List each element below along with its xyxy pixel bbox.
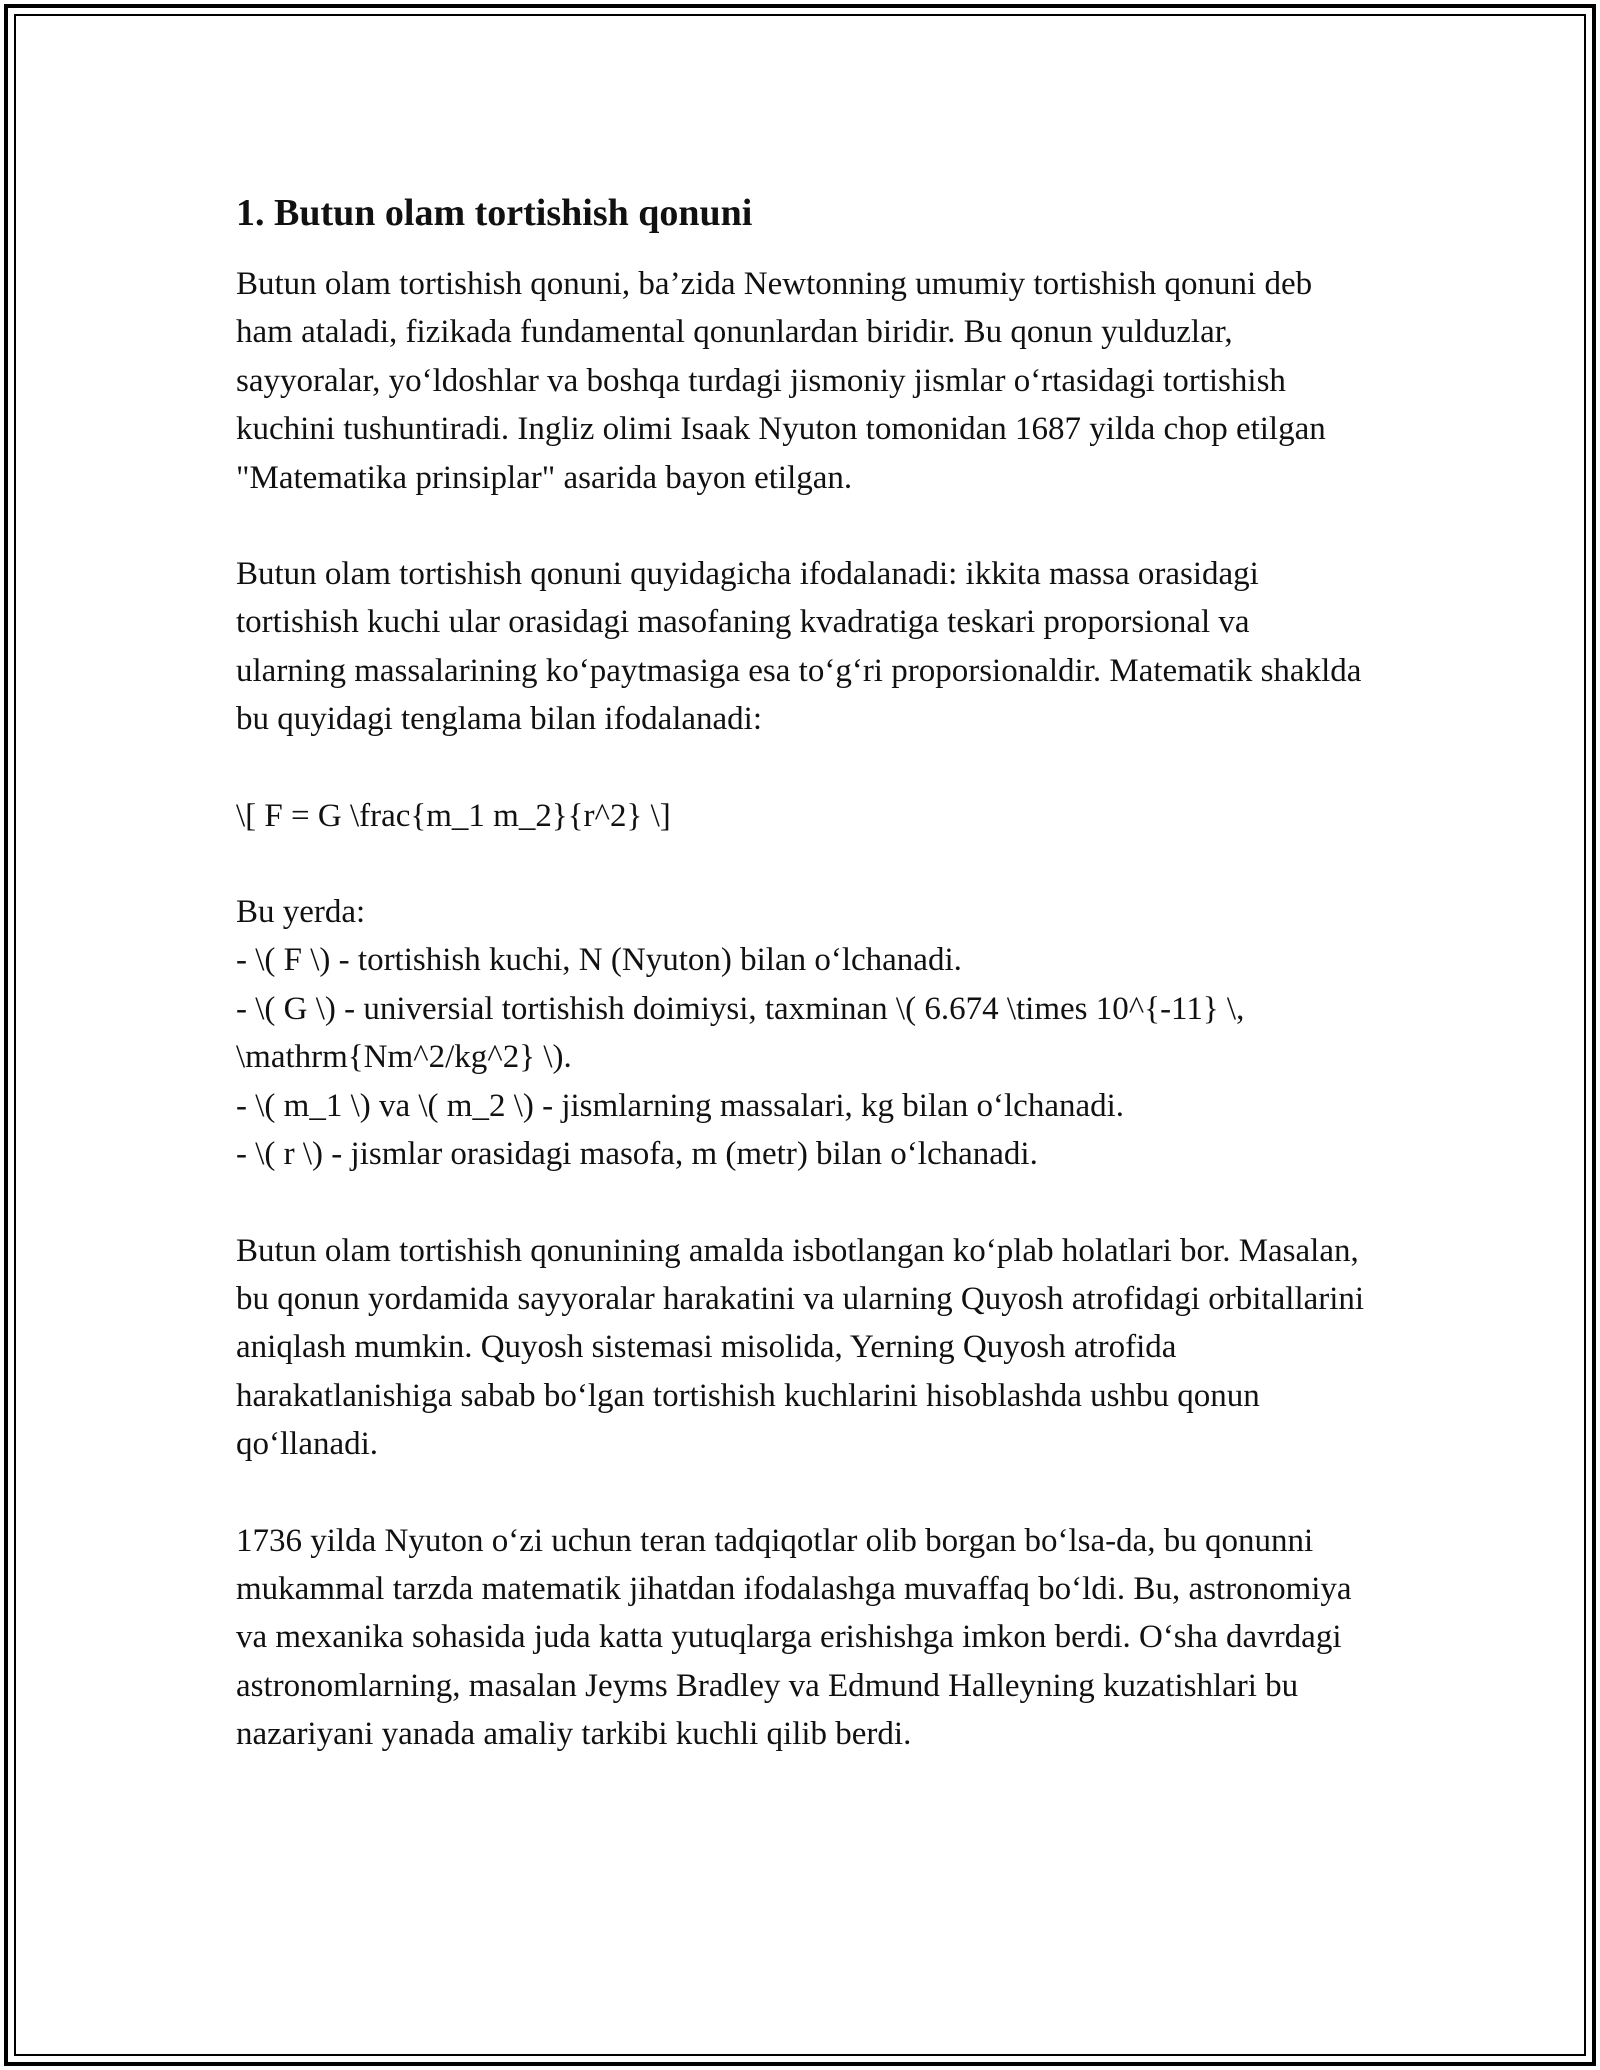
definition-item: - \( G \) - universial tortishish doimiysi, taxminan \( 6.674 \times 10^{-11} \, [236,990,1245,1027]
definition-item: - \( r \) - jismlar orasidagi masofa, m (metr) bilan o‘lchanadi. [236,1136,1038,1173]
history-paragraph: 1736 yilda Nyuton o‘zi uchun teran tadqiqotlar olib borgan bo‘lsa-da, bu qonunni mukammal tarzda matematik jihatdan ifodalashga muvaffaq bo‘ldi. Bu, astronomiya va mexanika sohasida juda katta yutuqlarga erishishga imkon berdi. O‘sha davrdagi astronomlarning, masalan Jeyms Bradley va Edmund Halleyning kuzatishlari bu nazariyani yanada amaliy tarkibi kuchli qilib berdi. [236,1522,1352,1753]
definition-item: - \( F \) - tortishish kuchi, N (Nyuton) bilan o‘lchanadi. [236,942,962,979]
definitions-block [236,888,1366,1178]
applications-paragraph: Butun olam tortishish qonunining amalda isbotlangan ko‘plab holatlari bor. Masalan, bu qonun yordamida sayyoralar harakatini va ularning Quyosh atrofidagi orbitallarini aniqlash mumkin. Quyosh sistemasi misolida, Yerning Quyosh atrofida harakatlanishiga sabab bo‘lgan tortishish kuchlarini hisoblashda ushbu qonun qo‘llanadi. [236,1232,1365,1463]
intro-paragraph: Butun olam tortishish qonuni, ba’zida Newtonning umumiy tortishish qonuni deb ham ataladi, fizikada fundamental qonunlardan biridir. Bu qonun yulduzlar, sayyoralar, yo‘ldoshlar va boshqa turdagi jismoniy jismlar o‘rtasidagi tortishish kuchini tushuntiradi. Ingliz olimi Isaak Nyuton tomonidan 1687 yilda chop etilgan "Matematika prinsiplar" asarida bayon etilgan. [236,266,1326,496]
paragraph-spacer [236,1179,1366,1227]
paragraph-spacer [236,840,1366,888]
paragraph-spacer [236,744,1366,792]
document-body [236,186,1366,1759]
definition-item: \mathrm{Nm^2/kg^2} \). [236,1039,572,1076]
paragraph-spacer [236,502,1366,550]
definition-item: - \( m_1 \) va \( m_2 \) - jismlarning massalari, kg bilan o‘lchanadi. [236,1087,1125,1124]
formula-line: \[ F = G \frac{m_1 m_2}{r^2} \] [236,797,671,834]
law-statement-paragraph: Butun olam tortishish qonuni quyidagicha ifodalanadi: ikkita massa orasidagi tortishish kuchi ular orasidagi masofaning kvadratiga teskari proporsional va ularning massalarining ko‘paytmasiga esa to‘g‘ri proporsionaldir. Matematik shaklda bu quyidagi tenglama bilan ifodalanadi: [236,556,1362,738]
section-heading: 1. Butun olam tortishish qonuni [236,192,753,234]
paragraph-spacer [236,1469,1366,1517]
definitions-intro: Bu yerda: [236,894,366,931]
